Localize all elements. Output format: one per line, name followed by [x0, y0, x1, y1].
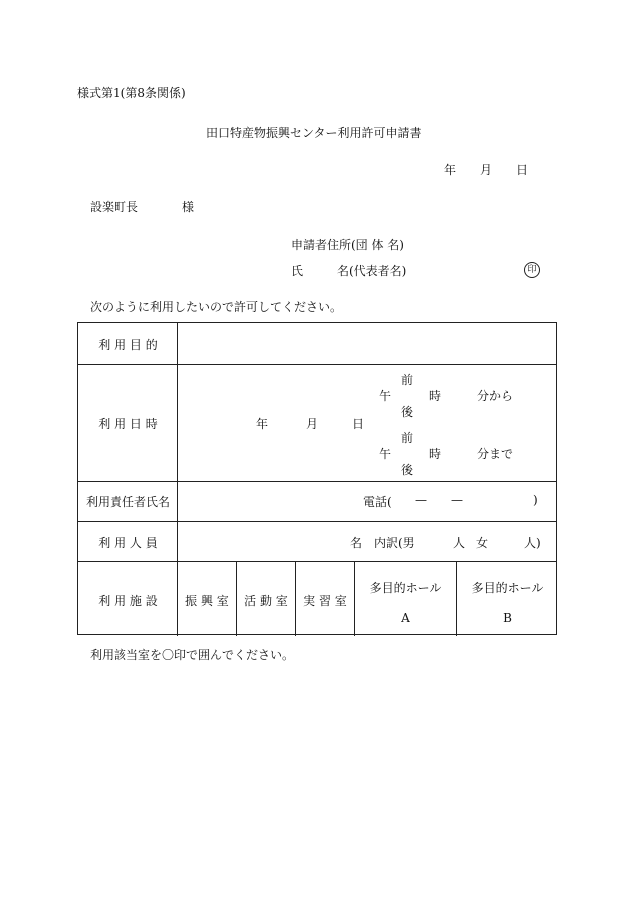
seal-mark: 印	[524, 262, 540, 278]
use-date-month: 月	[306, 417, 319, 431]
facility-jisshushitsu[interactable]: 実 習 室	[303, 594, 347, 608]
facility-hall-b[interactable]: 多目的ホール	[471, 581, 544, 595]
purpose-label: 利 用 目 的	[98, 338, 158, 352]
footer-note: 利用該当室を〇印で囲んでください。	[90, 648, 295, 662]
row-divider	[78, 364, 556, 365]
people-label: 利 用 人 員	[98, 536, 158, 550]
manager-label: 利用責任者氏名	[85, 495, 170, 509]
breakdown-male: 内訳(男	[374, 536, 415, 550]
start-pm-mark: 後	[401, 405, 414, 419]
request-text: 次のように利用したいので許可してください。	[90, 300, 343, 314]
phone-dash-2: —	[451, 493, 463, 507]
facility-katsudoshitsu[interactable]: 活 動 室	[244, 594, 288, 608]
facility-hall-a[interactable]: 多目的ホール	[369, 581, 442, 595]
phone-dash-1: —	[415, 493, 427, 507]
form-title: 田口特産物振興センター利用許可申請書	[206, 126, 422, 140]
use-date-year: 年	[256, 417, 269, 431]
start-noon-mark: 午	[379, 389, 392, 403]
facility-hall-a-sub: A	[401, 611, 410, 625]
label-column-divider	[177, 323, 178, 636]
start-minutes-from: 分から	[477, 389, 514, 403]
breakdown-female-unit: 人)	[524, 536, 541, 550]
end-pm-mark: 後	[401, 463, 414, 477]
applicant-address-label: 申請者住所(団 体 名)	[291, 238, 404, 252]
people-unit: 名	[350, 536, 363, 550]
use-date-day: 日	[352, 417, 365, 431]
application-form-table	[77, 322, 557, 635]
row-divider	[78, 521, 556, 522]
date-month: 月	[480, 163, 493, 177]
end-minutes-until: 分まで	[477, 447, 514, 461]
purpose-field[interactable]	[178, 323, 556, 364]
breakdown-male-unit: 人	[453, 536, 466, 550]
facilities-label: 利 用 施 設	[98, 594, 158, 608]
phone-close: )	[533, 493, 538, 507]
datetime-label: 利 用 日 時	[98, 417, 158, 431]
start-hour: 時	[429, 389, 442, 403]
breakdown-female: 女	[476, 536, 489, 550]
applicant-name-label-1: 氏	[291, 264, 304, 278]
applicant-name-label-2: 名(代表者名)	[337, 264, 407, 278]
addressee-suffix: 様	[182, 200, 195, 214]
end-hour: 時	[429, 447, 442, 461]
facility-hall-b-sub: B	[503, 611, 512, 625]
end-am-mark: 前	[401, 431, 414, 445]
addressee: 設楽町長	[90, 200, 139, 214]
row-divider	[78, 481, 556, 482]
date-year: 年	[444, 163, 457, 177]
start-am-mark: 前	[401, 373, 414, 387]
date-day: 日	[516, 163, 529, 177]
end-noon-mark: 午	[379, 447, 392, 461]
form-number: 様式第1(第8条関係)	[77, 86, 186, 100]
row-divider	[78, 561, 556, 562]
facility-shinkoshitsu[interactable]: 振 興 室	[185, 594, 229, 608]
phone-label: 電話(	[363, 495, 392, 509]
